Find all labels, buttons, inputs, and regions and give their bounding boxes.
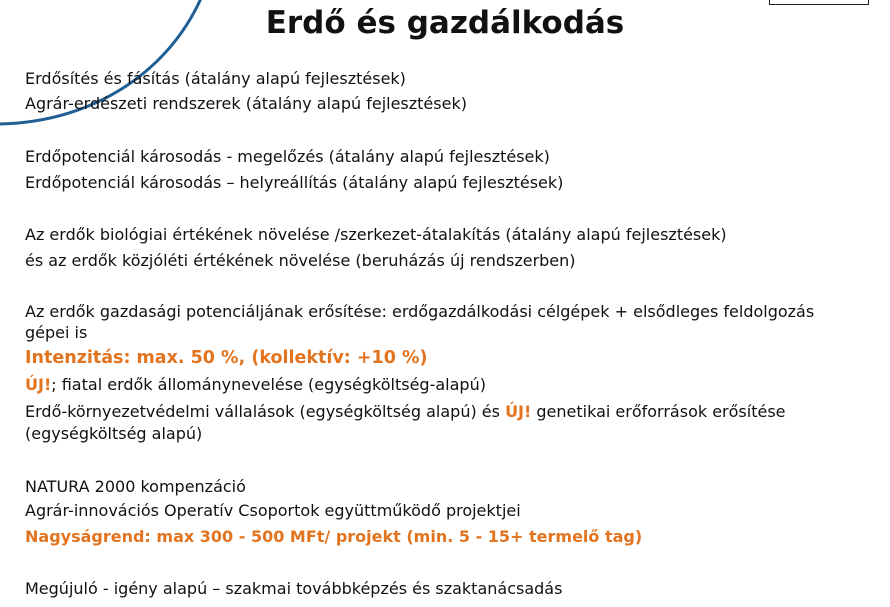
new-badge-label: ÚJ! bbox=[25, 375, 52, 394]
page-title: Erdő és gazdálkodás bbox=[265, 5, 625, 41]
text-line-agri-innovation: Agrár-innovációs Operatív Csoportok együttműködő projektjei bbox=[25, 501, 521, 520]
young-forest-text: ; fiatal erdők állománynevelése (egységköltség-alapú) bbox=[51, 375, 486, 394]
text-line-afforestation: Erdősítés és fásítás (átalány alapú fejlesztések) bbox=[25, 69, 406, 88]
forest-environment-text: Erdő-környezetvédelmi vállalások (egységköltség alapú) és bbox=[25, 402, 506, 421]
text-line-natura-2000: NATURA 2000 kompenzáció bbox=[25, 477, 246, 496]
text-line-training-advisory: Megújuló - igény alapú – szakmai továbbképzés és szaktanácsadás bbox=[25, 579, 563, 598]
intensity-highlight: Intenzitás: max. 50 %, (kollektív: +10 %) bbox=[25, 348, 428, 368]
text-line-young-forest bbox=[25, 374, 486, 396]
genetic-resources-text: genetikai erőforrások erősítése bbox=[531, 402, 786, 421]
text-line-machinery: gépei is bbox=[25, 323, 88, 342]
text-line-public-value: és az erdők közjóléti értékének növelése (beruházás új rendszerben) bbox=[25, 251, 576, 270]
text-line-agroforestry: Agrár-erdészeti rendszerek (átalány alapú fejlesztések) bbox=[25, 94, 467, 113]
text-line-economic-potential: Az erdők gazdasági potenciáljának erősítése: erdőgazdálkodási célgépek + elsődleges feldolgozás bbox=[25, 302, 815, 321]
text-line-unit-cost: (egységköltség alapú) bbox=[25, 424, 203, 443]
project-size-highlight: Nagyságrend: max 300 - 500 MFt/ projekt (min. 5 - 15+ termelő tag) bbox=[25, 527, 643, 546]
text-line-damage-restoration: Erdőpotenciál károsodás – helyreállítás (átalány alapú fejlesztések) bbox=[25, 173, 564, 192]
text-line-forest-environment bbox=[25, 401, 786, 423]
text-line-biological-value: Az erdők biológiai értékének növelése /szerkezet-átalakítás (átalány alapú fejlesztések) bbox=[25, 225, 727, 244]
new-badge-label-2: ÚJ! bbox=[505, 402, 532, 421]
text-line-damage-prevention: Erdőpotenciál károsodás - megelőzés (átalány alapú fejlesztések) bbox=[25, 147, 550, 166]
